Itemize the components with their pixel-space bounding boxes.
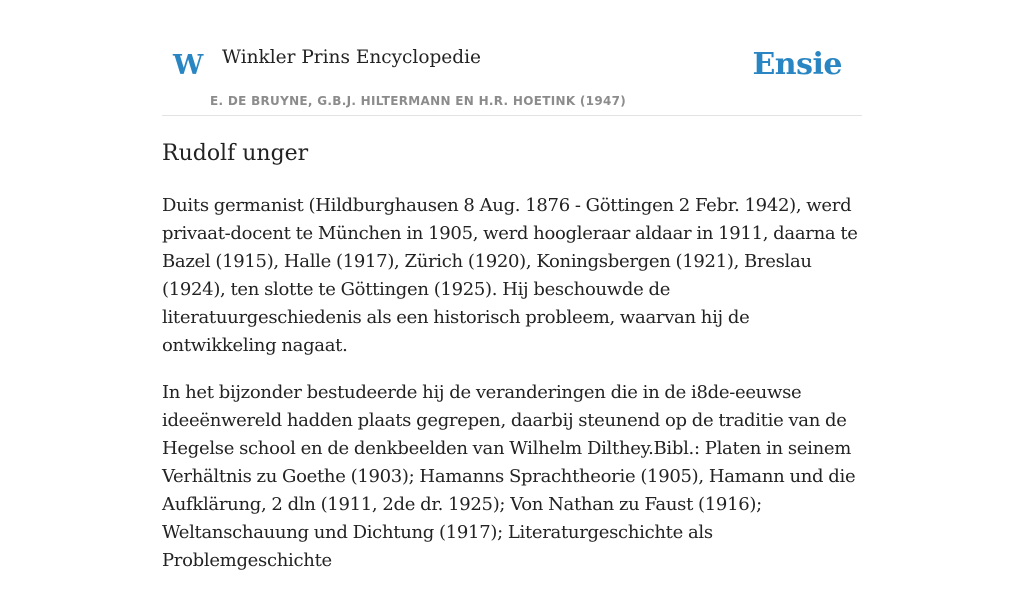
winkler-prins-logo-icon[interactable]: W [173, 50, 204, 81]
article-body [162, 192, 862, 594]
ensie-brand-logo[interactable]: Ensie [752, 47, 842, 82]
content-container [162, 0, 862, 571]
source-title-link[interactable]: Winkler Prins Encyclopedie [222, 47, 481, 68]
source-authors: E. DE BRUYNE, G.B.J. HILTERMANN EN H.R. HOETINK (1947) [210, 94, 627, 108]
article-paragraph: Duits germanist (Hildburghausen 8 Aug. 1876 - Göttingen 2 Febr. 1942), werd privaat-docent te München in 1905, werd hoogleraar aldaar in 1911, daarna te Bazel (1915), Halle (1917), Zürich (1920), Koningsbergen (1921), Breslau (1924), ten slotte te Göttingen (1925). Hij beschouwde de literatuurgeschiedenis als een historisch probleem, waarvan hij de ontwikkeling nagaat. [162, 195, 858, 356]
source-header [162, 0, 862, 116]
article-title: Rudolf unger [162, 141, 309, 166]
article-paragraph: In het bijzonder bestudeerde hij de veranderingen die in de i8de-eeuwse ideeënwereld hadden plaats gegrepen, daarbij steunend op de traditie van de Hegelse school en de denkbeelden van Wilhelm Dilthey.Bibl.: Platen in seinem Verhältnis zu Goethe (1903); Hamanns Sprachtheorie (1905), Hamann und die Aufklärung, 2 dln (1911, 2de dr. 1925); Von Nathan zu Faust (1916); Weltanschauung und Dichtung (1917); Literaturgeschichte als Problemgeschichte [162, 382, 856, 571]
